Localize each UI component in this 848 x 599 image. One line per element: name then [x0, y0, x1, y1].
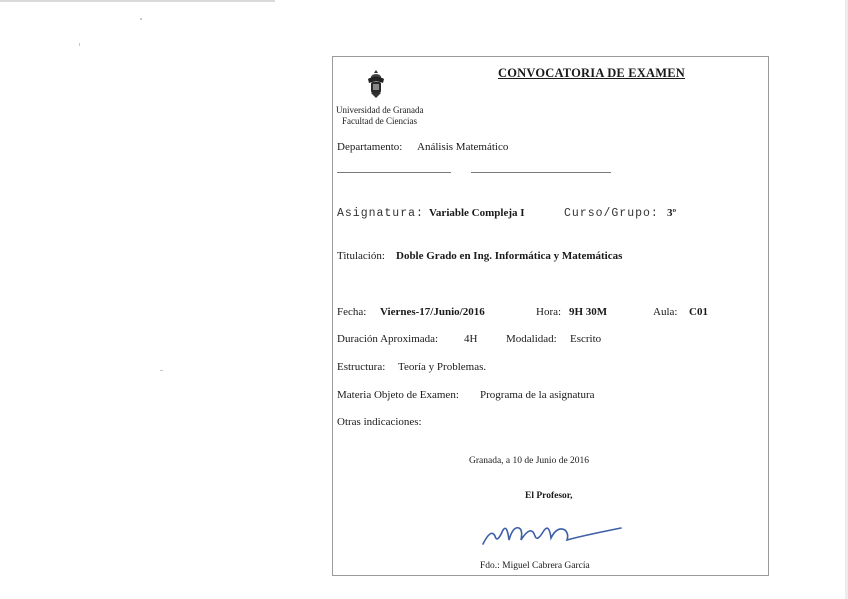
asignatura-value: Variable Compleja I	[429, 207, 525, 219]
department-value: Análisis Matemático	[417, 141, 509, 153]
university-name: Universidad de Granada	[336, 105, 424, 115]
duracion-value: 4H	[464, 333, 478, 345]
curso-label: Curso/Grupo:	[564, 207, 659, 220]
scan-speck	[160, 370, 163, 371]
blank-line	[337, 172, 451, 173]
asignatura-label: Asignatura:	[337, 207, 424, 220]
titulacion-value: Doble Grado en Ing. Informática y Matemáticas	[396, 250, 623, 262]
estructura-label: Estructura:	[337, 361, 386, 373]
hora-value: 9H 30M	[569, 306, 608, 318]
scan-speck	[79, 43, 80, 46]
fecha-label: Fecha:	[337, 306, 367, 318]
scan-top-edge	[0, 0, 275, 2]
titulacion-label: Titulación:	[337, 250, 385, 262]
scan-speck	[140, 18, 142, 20]
firma: Fdo.: Miguel Cabrera García	[480, 561, 590, 571]
materia-label: Materia Objeto de Examen:	[337, 389, 459, 401]
blank-line	[471, 172, 611, 173]
exam-notice-form	[332, 56, 769, 576]
aula-label: Aula:	[653, 306, 678, 318]
faculty-name: Facultad de Ciencias	[342, 116, 417, 126]
fecha-value: Viernes-17/Junio/2016	[380, 306, 485, 318]
profesor-label: El Profesor,	[525, 491, 573, 501]
curso-value: 3º	[667, 207, 677, 219]
department-label: Departamento:	[337, 141, 403, 153]
university-crest-icon	[365, 69, 387, 99]
handwritten-signature	[481, 514, 631, 550]
modalidad-label: Modalidad:	[506, 333, 557, 345]
modalidad-value: Escrito	[570, 333, 602, 345]
materia-value: Programa de la asignatura	[480, 389, 595, 401]
aula-value: C01	[689, 306, 708, 318]
duracion-label: Duración Aproximada:	[337, 333, 439, 345]
estructura-value: Teoría y Problemas.	[398, 361, 487, 373]
place-date: Granada, a 10 de Junio de 2016	[469, 456, 590, 466]
form-title: CONVOCATORIA DE EXAMEN	[498, 66, 686, 80]
otras-indicaciones-label: Otras indicaciones:	[337, 416, 422, 428]
hora-label: Hora:	[536, 306, 562, 318]
